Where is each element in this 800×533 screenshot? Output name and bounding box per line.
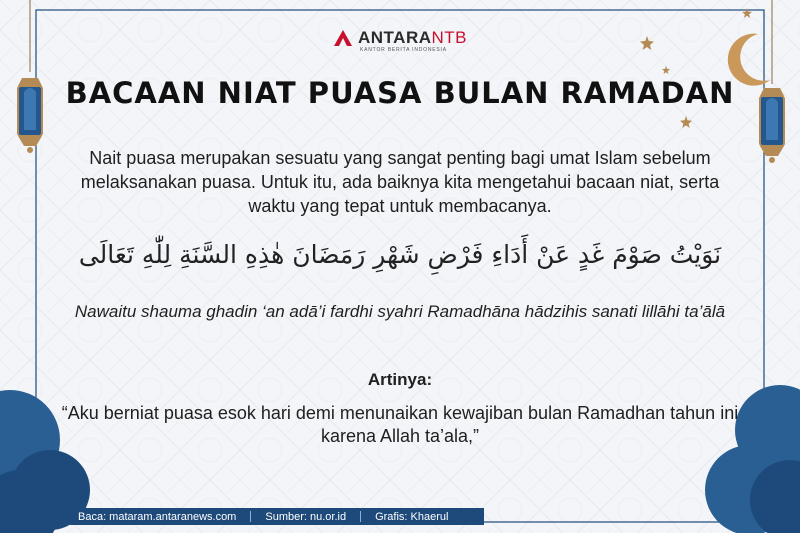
meaning-label: Artinya: <box>367 370 433 389</box>
footer-bar <box>70 508 484 525</box>
logo-brand-text: ANTARA <box>358 28 432 47</box>
footer-credit: Grafis: Khaerul <box>375 510 449 523</box>
logo-brand <box>358 28 467 48</box>
star-icon <box>680 116 692 128</box>
footer-source-link: Baca: mataram.antaranews.com <box>78 510 237 523</box>
star-icon <box>742 8 752 18</box>
latin-transliteration: Nawaitu shauma ghadin ‘an adā’i fardhi syahri Ramadhāna hādzihis sanati lillāhi ta’ālā <box>74 302 726 321</box>
footer-divider <box>250 511 251 522</box>
logo-region: NTB <box>431 28 468 47</box>
page-title: BACAAN NIAT PUASA BULAN RAMADAN <box>65 76 735 110</box>
meaning-text: “Aku berniat puasa esok hari demi menunaikan kewajiban bulan Ramadhan tahun ini karena Allah ta’ala,” <box>61 403 739 446</box>
footer-reference: Sumber: nu.or.id <box>265 510 347 523</box>
antara-logo-icon <box>332 28 354 48</box>
star-icon <box>662 66 670 74</box>
star-icon <box>640 36 654 50</box>
footer-divider <box>360 511 361 522</box>
logo-tagline: KANTOR BERITA INDONESIA <box>360 47 447 53</box>
intro-paragraph: Nait puasa merupakan sesuatu yang sangat penting bagi umat Islam sebelum melaksanakan puasa. Untuk itu, ada baiknya kita mengetahui bacaan niat, serta waktu yang tepat untuk membacanya. <box>80 148 720 216</box>
arabic-niat-text: نَوَيْتُ صَوْمَ غَدٍ عَنْ أَدَاءِ فَرْضِ شَهْرِ رَمَضَانَ هٰذِهِ السَّنَةِ لِلّٰهِ تَعَالَى <box>78 240 722 269</box>
antara-logo <box>332 22 472 58</box>
